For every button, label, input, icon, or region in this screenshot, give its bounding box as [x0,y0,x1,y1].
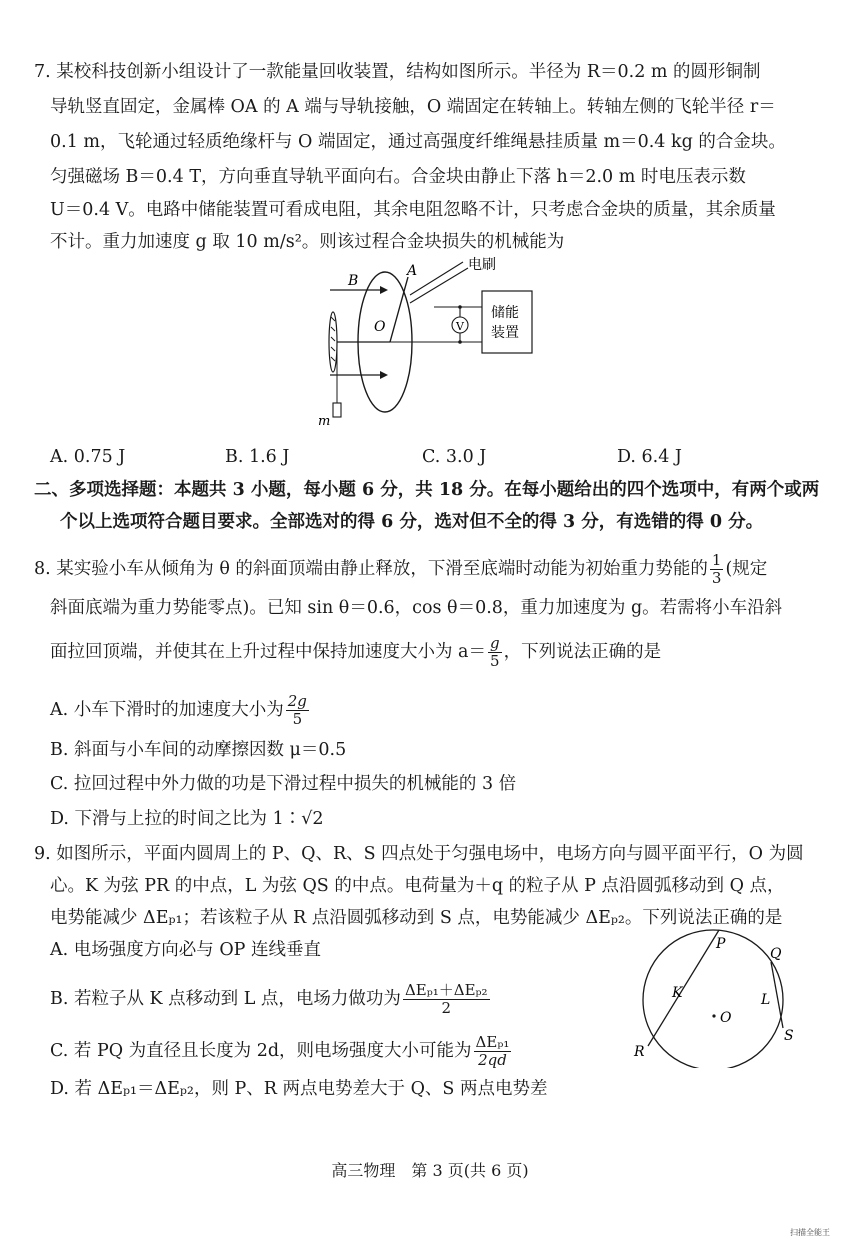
q8-line-3-tail: ，下列说法正确的是 [503,642,662,662]
label-L: L [761,992,771,1008]
q7-option-d: D. 6.4 J [617,447,682,467]
q9-line-1: 9. 如图所示，平面内圆周上的 P、Q、R、S 四点处于匀强电场中，电场方向与圆平面平行，O 为圆 [34,844,804,864]
q9-circle-figure [628,928,808,1068]
storage-label-1: 储能 [491,305,519,321]
label-Q: Q [770,946,782,962]
label-R: R [634,1044,645,1060]
q7-line-1: 7. 某校科技创新小组设计了一款能量回收装置，结构如图所示。半径为 R＝0.2 m 的圆形铜制 [34,62,761,82]
q8-line-2: 斜面底端为重力势能零点)。已知 sin θ＝0.6，cos θ＝0.8，重力加速度为 g。若需将小车沿斜 [50,598,783,618]
label-O: O [720,1010,732,1026]
q8-line-3 [50,635,661,670]
q9-option-b-text: B. 若粒子从 K 点移动到 L 点，电场力做功为 [50,989,401,1009]
q8-line-1 [34,552,767,587]
q7-option-c: C. 3.0 J [422,447,487,467]
q7-option-b: B. 1.6 J [225,447,290,467]
q8-line-1-tail: (规定 [725,559,768,579]
q7-line-5: U＝0.4 V。电路中储能装置可看成电阻，其余电阻忽略不计，只考虑合金块的质量，其余质量 [50,200,776,220]
scanner-watermark: 扫描全能王 [790,1228,830,1237]
label-B: B [348,273,359,289]
section2-heading-line-1: 二、多项选择题：本题共 3 小题，每小题 6 分，共 18 分。在每小题给出的四个选项中，有两个或两 [34,480,820,500]
q8-option-d: D. 下滑与上拉的时间之比为 1∶√2 [50,809,324,829]
q9-line-2: 心。K 为弦 PR 的中点，L 为弦 QS 的中点。电荷量为＋q 的粒子从 P 点沿圆弧移动到 Q 点， [50,876,785,896]
q8-option-a-text: A. 小车下滑时的加速度大小为 [50,700,284,720]
q9-option-c [50,1034,513,1069]
q7-apparatus-figure [310,255,540,435]
section2-heading-line-2: 个以上选项符合题目要求。全部选对的得 6 分，选对但不全的得 3 分，有选错的得 0 分。 [60,512,764,532]
q9-option-c-text: C. 若 PQ 为直径且长度为 2d，则电场强度大小可能为 [50,1041,472,1061]
q7-line-6: 不计。重力加速度 g 取 10 m/s²。则该过程合金块损失的机械能为 [50,232,565,252]
q9-option-d: D. 若 ΔEₚ₁＝ΔEₚ₂，则 P、R 两点电势差大于 Q、S 两点电势差 [50,1079,548,1099]
q8-option-a [50,693,311,728]
label-A: A [407,263,418,279]
q9-line-3: 电势能减少 ΔEₚ₁；若该粒子从 R 点沿圆弧移动到 S 点，电势能减少 ΔEₚ₂。下列说法正确的是 [50,908,783,928]
label-O: O [374,319,386,335]
q8-option-c: C. 拉回过程中外力做的功是下滑过程中损失的机械能的 3 倍 [50,774,517,794]
q8-option-b: B. 斜面与小车间的动摩擦因数 μ＝0.5 [50,740,347,760]
q8-line-3-text: 面拉回顶端，并使其在上升过程中保持加速度大小为 a＝ [50,642,486,662]
page-footer: 高三物理 第 3 页(共 6 页) [331,1161,529,1180]
voltmeter-label: V [456,320,464,333]
q7-line-4: 匀强磁场 B＝0.4 T，方向垂直导轨平面向右。合金块由静止下落 h＝2.0 m 时电压表示数 [50,167,746,187]
fraction-g-over-5: $\frac{g}{5}$ [490,634,500,670]
q9-option-a: A. 电场强度方向必与 OP 连线垂直 [50,940,322,960]
label-m: m [318,414,331,429]
q8-line-1-text: 8. 某实验小车从倾角为 θ 的斜面顶端由静止释放，下滑至底端时动能为初始重力势能的 [34,559,708,579]
q7-line-2: 导轨竖直固定，金属棒 OA 的 A 端与导轨接触，O 端固定在转轴上。转轴左侧的飞轮半径 r＝ [50,97,776,117]
label-S: S [784,1028,794,1044]
label-P: P [716,936,726,952]
fraction-one-third: $\frac{1}{3}$ [711,551,722,587]
fraction-e1-over-2qd: $\frac{\text{ΔEₚ₁}}{2qd}$ [475,1033,510,1069]
fraction-sum-over-2: $\frac{\text{ΔEₚ₁＋ΔEₚ₂}}{2}$ [404,981,488,1017]
storage-label-2: 装置 [491,325,519,341]
label-brush: 电刷 [468,257,496,273]
q9-option-b [50,982,492,1017]
q7-option-a: A. 0.75 J [50,447,126,467]
label-K: K [672,985,683,1001]
fraction-2g-over-5: $\frac{2g}{5}$ [287,692,307,728]
q7-line-3: 0.1 m，飞轮通过轻质绝缘杆与 O 端固定，通过高强度纤维绳悬挂质量 m＝0.4 kg 的合金块。 [50,132,786,152]
